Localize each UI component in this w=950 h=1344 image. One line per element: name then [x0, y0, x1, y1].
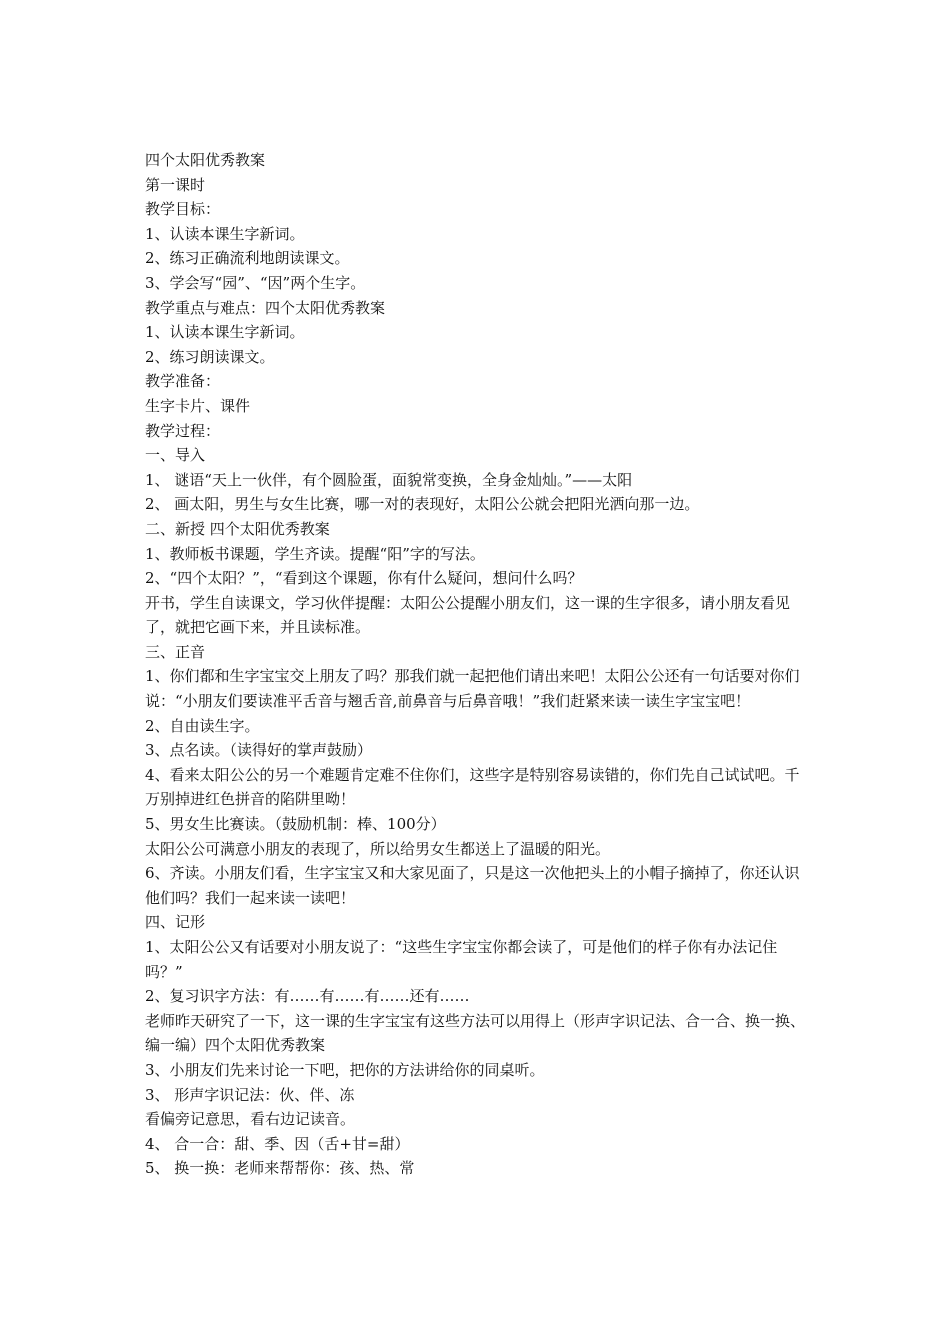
section-heading: 教学目标： [145, 200, 221, 219]
step-item: 2、复习识字方法：有……有……有……还有…… [145, 987, 470, 1006]
focus-item: 2、练习朗读课文。 [145, 347, 275, 366]
step-heading: 二、新授 四个太阳优秀教案 [145, 519, 330, 538]
step-item: 1、教师板书课题，学生齐读。提醒“阳”字的写法。 [145, 544, 485, 563]
step-item: 4、看来太阳公公的另一个难题肯定难不住你们，这些字是特别容易读错的，你们先自己试试吧。千万别掉进红色拼音的陷阱里呦！ [145, 765, 800, 809]
step-item: 3、小朋友们先来讨论一下吧，把你的方法讲给你的同桌听。 [145, 1060, 545, 1079]
step-item: 4、 合一合：甜、季、因（舌+甘=甜） [145, 1134, 410, 1153]
document-body [145, 148, 810, 1181]
document-title: 四个太阳优秀教案 [145, 151, 266, 169]
section-heading: 教学过程： [145, 421, 221, 440]
objective-item: 3、学会写“园”、“因”两个生字。 [145, 273, 366, 292]
objective-item: 2、练习正确流利地朗读课文。 [145, 249, 350, 268]
step-item: 5、 换一换：老师来帮帮你：孩、热、常 [145, 1159, 415, 1178]
section-heading: 教学重点与难点：四个太阳优秀教案 [145, 298, 386, 317]
paragraph: 太阳公公可满意小朋友的表现了，所以给男女生都送上了温暖的阳光。 [145, 839, 611, 858]
step-item: 1、太阳公公又有话要对小朋友说了：“这些生字宝宝你都会读了，可是他们的样子你有办法记住吗？” [145, 938, 778, 981]
step-item: 2、自由读生字。 [145, 716, 260, 735]
step-item: 3、点名读。（读得好的掌声鼓励） [145, 741, 373, 760]
focus-item: 1、认读本课生字新词。 [145, 323, 305, 342]
paragraph: 开书，学生自读课文，学习伙伴提醒：太阳公公提醒小朋友们，这一课的生字很多，请小朋友看见了，就把它画下来，并且读标准。 [145, 593, 791, 637]
objective-item: 1、认读本课生字新词。 [145, 224, 305, 243]
step-heading: 一、导入 [145, 446, 206, 465]
section-heading: 教学准备： [145, 372, 221, 391]
step-item: 1、你们都和生字宝宝交上朋友了吗？那我们就一起把他们请出来吧！太阳公公还有一句话要对你们说：“小朋友们要读准平舌音与翘舌音,前鼻音与后鼻音哦！”我们赶紧来读一读生字宝宝吧！ [145, 667, 800, 711]
step-item: 1、 谜语“天上一伙伴，有个圆脸蛋，面貌常变换，全身金灿灿。”——太阳 [145, 470, 633, 489]
step-item: 2、 画太阳，男生与女生比赛，哪一对的表现好，太阳公公就会把阳光洒向那一边。 [145, 495, 700, 514]
step-item: 5、男女生比赛读。（鼓励机制：棒、100分） [145, 815, 446, 834]
preparation-text: 生字卡片、课件 [145, 396, 251, 415]
step-item: 3、 形声字识记法：伙、伴、冻 [145, 1085, 355, 1104]
step-heading: 三、正音 [145, 642, 206, 661]
lesson-period: 第一课时 [145, 175, 206, 194]
step-heading: 四、记形 [145, 913, 206, 932]
paragraph: 老师昨天研究了一下，这一课的生字宝宝有这些方法可以用得上（形声字识记法、合一合、换一换、编一编）四个太阳优秀教案 [145, 1011, 806, 1055]
step-item: 2、“四个太阳？”，“看到这个课题，你有什么疑问，想问什么吗？ [145, 569, 583, 588]
step-item: 6、齐读。小朋友们看，生字宝宝又和大家见面了，只是这一次他把头上的小帽子摘掉了，你还认识他们吗？我们一起来读一读吧！ [145, 864, 800, 907]
paragraph: 看偏旁记意思，看右边记读音。 [145, 1110, 356, 1129]
